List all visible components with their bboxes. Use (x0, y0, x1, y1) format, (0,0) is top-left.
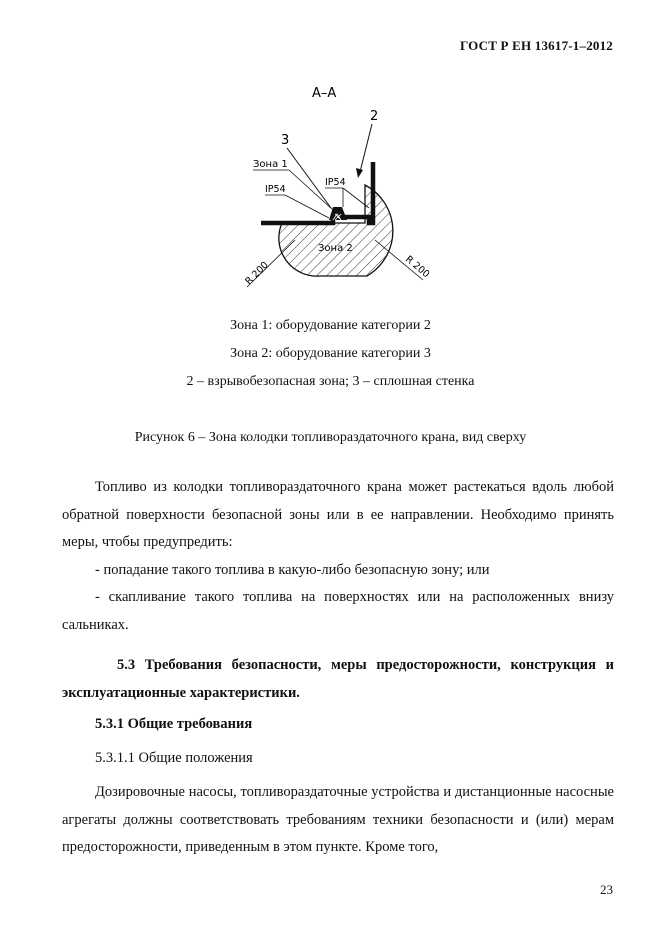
paragraph-2: Дозировочные насосы, топливораздаточные устройства и дистанционные насосные агрегаты должны соответствовать требованиям техники безопасности и (или) мерам предосторожности, приведенным в этом пункте. Кроме того, (62, 784, 614, 855)
legend-line-3: 2 – взрывобезопасная зона; 3 – сплошная стенка (186, 374, 475, 389)
section-heading-5-3: 5.3 Требования безопасности, меры предосторожности, конструкция и эксплуатационные характеристики. (62, 657, 614, 701)
legend-line-1: Зона 1: оборудование категории 2 (230, 318, 431, 333)
document-header: ГОСТ Р ЕН 13617-1–2012 (460, 38, 613, 53)
page-number: 23 (600, 882, 613, 897)
figure-caption: Рисунок 6 – Зона колодки топливораздаточного крана, вид сверху (134, 430, 527, 445)
zone2-hatched-area (279, 185, 393, 276)
bullet-1: - попадание такого топлива в какую-либо безопасную зону; или (95, 562, 490, 578)
legend-line-2: Зона 2: оборудование категории 3 (230, 346, 431, 361)
label-3: 3 (281, 133, 290, 148)
label-2: 2 (370, 109, 379, 124)
zone1-label: Зона 1 (253, 159, 288, 170)
ip54-right-label: IP54 (325, 177, 346, 188)
ip54-left-label: IP54 (265, 184, 286, 195)
bullet-2: - скапливание такого топлива на поверхностях или на расположенных внизу сальниках. (62, 589, 614, 633)
zone2-label: Зона 2 (318, 243, 353, 254)
radius-right-label: R 200 (403, 253, 432, 281)
section-heading-5-3-1: 5.3.1 Общие требования (95, 716, 253, 732)
radius-left-label: R 200 (243, 259, 271, 288)
section-heading-5-3-1-1: 5.3.1.1 Общие положения (95, 750, 253, 766)
section-label: А–А (312, 86, 337, 101)
paragraph-1: Топливо из колодки топливораздаточного крана может растекаться вдоль любой обратной поверхности безопасной зоны или в ее направлении. Необходимо принять меры, чтобы предупредить: (62, 479, 614, 550)
figure-zone-diagram (225, 80, 445, 295)
